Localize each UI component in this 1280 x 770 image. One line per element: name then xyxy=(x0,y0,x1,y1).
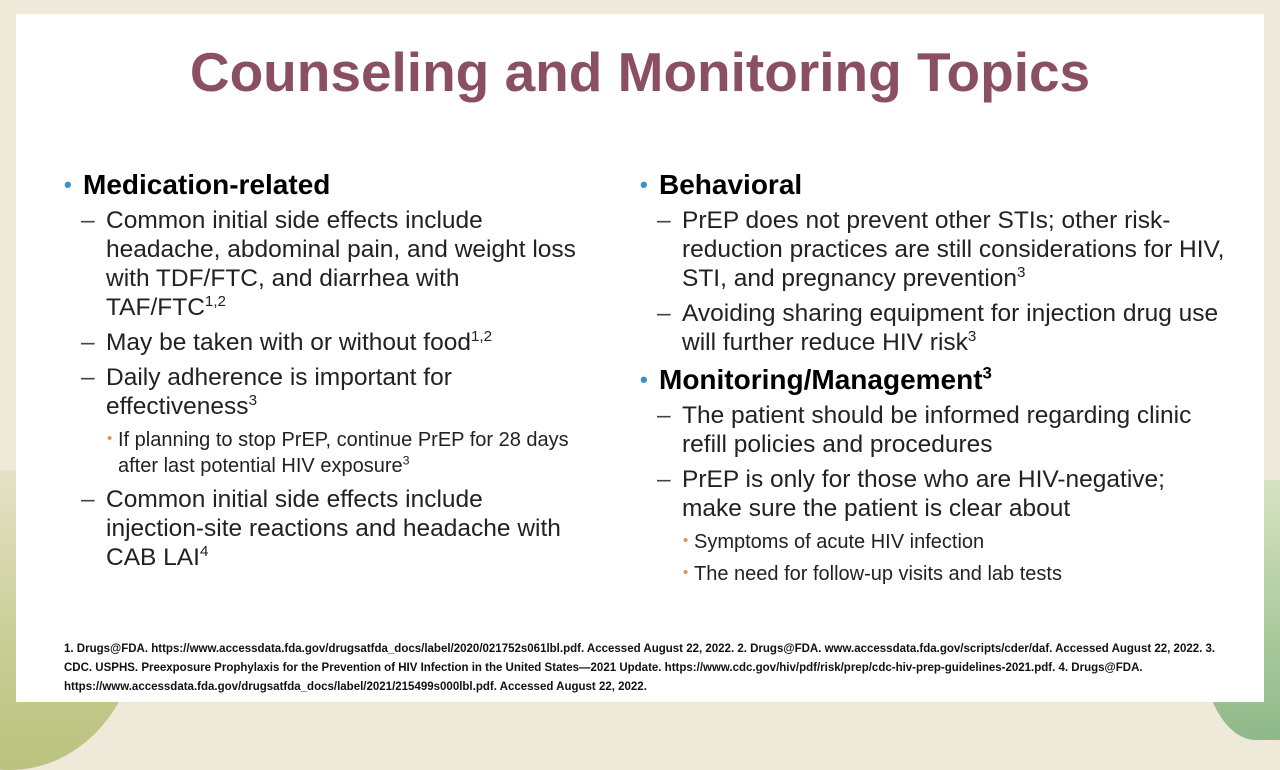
right-column xyxy=(640,168,1230,593)
references: 1. Drugs@FDA. https://www.accessdata.fda.gov/drugsatfda_docs/label/2020/021752s061lbl.pdf. Accessed August 22, 2022. 2. Drugs@FDA. www.accessdata.fda.gov/scripts/cder/daf. Accessed August 22, 2022. 3. CDC. USPHS. Preexposure Prophylaxis for the Prevention of HIV Infection in the United States—2021 Update. https://www.cdc.gov/hiv/pdf/risk/prep/cdc-hiv-prep-guidelines-2021.pdf. 4. Drugs@FDA. https://www.accessdata.fda.gov/drugsatfda_docs/label/2021/215499s000lbl.pdf. Accessed August 22, 2022. xyxy=(64,643,1216,693)
sub-list-item: • The need for follow-up visits and lab tests xyxy=(640,561,1230,587)
dash-icon: – xyxy=(81,486,95,513)
sub-list-item: • If planning to stop PrEP, continue PrEP for 28 days after last potential HIV exposure$^3$ xyxy=(64,427,584,479)
list-item: – May be taken with or without food$^{1,2}$ xyxy=(81,327,493,356)
slide xyxy=(16,14,1264,702)
bullet-icon: • xyxy=(640,172,648,197)
list-item: – PrEP is only for those who are HIV-negative; make sure the patient is clear about xyxy=(657,466,1165,522)
dash-icon: – xyxy=(81,329,95,356)
list-item: – Common initial side effects include headache, abdominal pain, and weight loss with TDF/FTC, and diarrhea with TAF/FTC$^{1,2}$ xyxy=(81,207,576,321)
sub-bullet-icon: • xyxy=(683,564,689,581)
list-item: – Avoiding sharing equipment for injection drug use will further reduce HIV risk$^3$ xyxy=(657,300,1219,356)
dash-icon: – xyxy=(81,207,95,234)
list-item: – PrEP does not prevent other STIs; other risk-reduction practices are still considerations for HIV, STI, and pregnancy prevention$^3$ xyxy=(657,207,1225,292)
heading-monitoring-management: • Monitoring/Management$^3$ xyxy=(640,363,992,395)
bullet-icon: • xyxy=(64,172,72,197)
sub-bullet-icon: • xyxy=(107,430,113,447)
sub-list-item: • Symptoms of acute HIV infection xyxy=(640,529,1230,555)
bullet-icon: • xyxy=(640,367,648,392)
list-item: – Common initial side effects include injection-site reactions and headache with CAB LAI$^4$ xyxy=(81,486,561,571)
list-item: – The patient should be informed regarding clinic refill policies and procedures xyxy=(657,402,1192,458)
heading-medication-related: • Medication-related xyxy=(64,169,331,200)
dash-icon: – xyxy=(657,402,671,429)
list-item: – Daily adherence is important for effectiveness$^3$ xyxy=(81,364,452,420)
heading-behavioral: • Behavioral xyxy=(640,169,803,200)
slide-title: Counseling and Monitoring Topics xyxy=(189,41,1091,103)
sub-bullet-icon: • xyxy=(683,532,689,549)
dash-icon: – xyxy=(81,364,95,391)
dash-icon: – xyxy=(657,466,671,493)
dash-icon: – xyxy=(657,300,671,327)
dash-icon: – xyxy=(657,207,671,234)
left-column xyxy=(64,168,584,578)
